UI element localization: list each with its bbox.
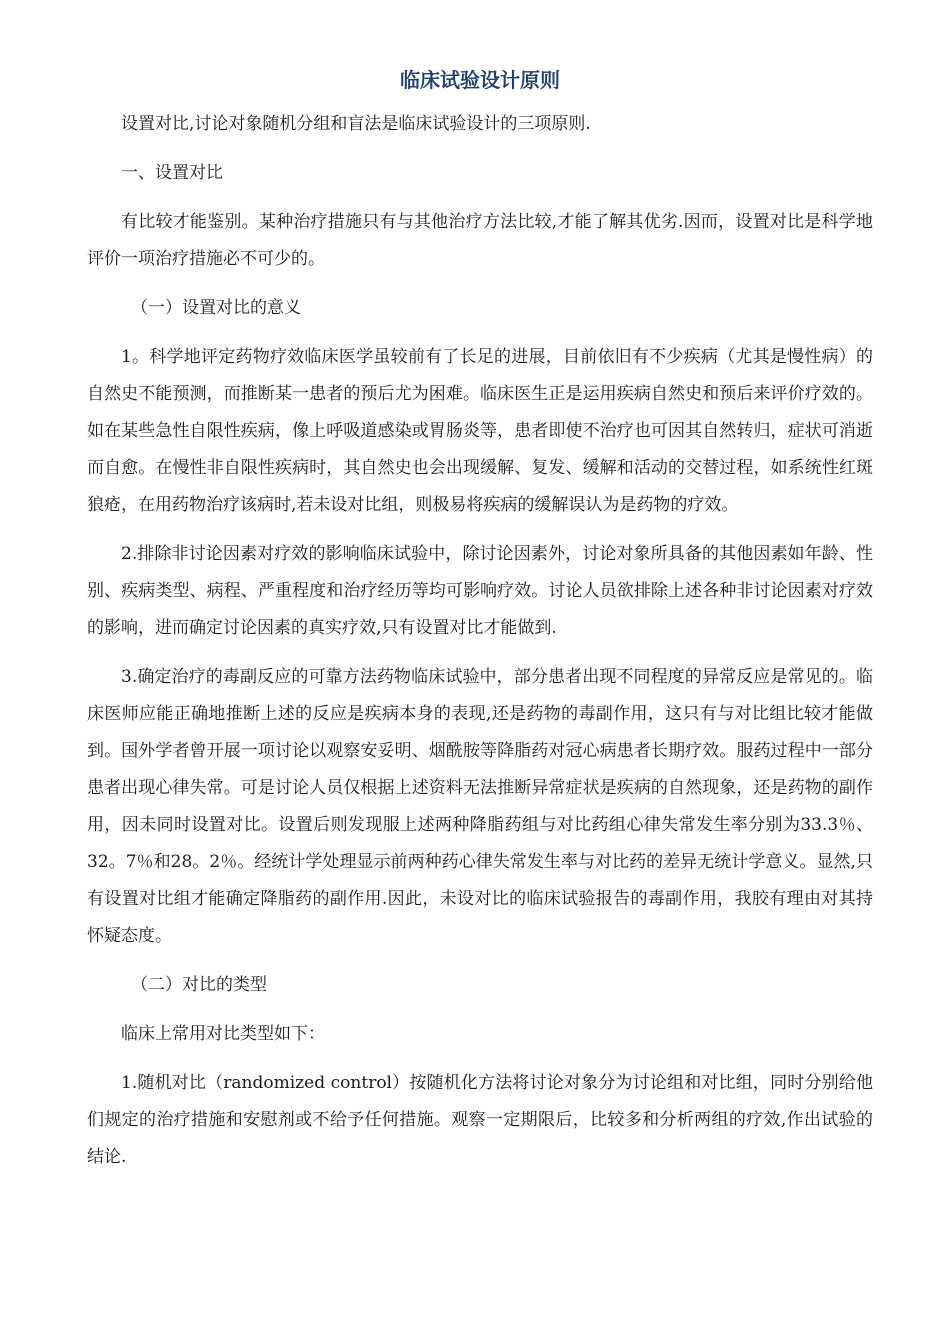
paragraph-types-intro: 临床上常用对比类型如下： (121, 1024, 325, 1044)
paragraph-exclude-factors: 2.排除非讨论因素对疗效的影响临床试验中，除讨论因素外，讨论对象所具备的其他因素如年龄、性别、疾病类型、病程、严重程度和治疗经历等均可影响疗效。讨论人员欲排除上述各种非讨论因素对疗效的影响，进而确定讨论因素的真实疗效,只有设置对比才能做到. (87, 544, 873, 638)
document-body (87, 62, 873, 1188)
document-title: 临床试验设计原则 (400, 68, 560, 92)
subsection-heading-types: （二）对比的类型 (131, 975, 267, 995)
section-heading-control: 一、设置对比 (121, 163, 223, 183)
intro-paragraph: 设置对比,讨论对象随机分组和盲法是临床试验设计的三项原则. (121, 114, 591, 134)
paragraph-efficacy-evaluation: 1。科学地评定药物疗效临床医学虽较前有了长足的进展，目前依旧有不少疾病（尤其是慢性病）的自然史不能预测，而推断某一患者的预后尤为困难。临床医生正是运用疾病自然史和预后来评价疗效的。如在某些急性自限性疾病，像上呼吸道感染或胃肠炎等，患者即使不治疗也可因其自然转归，症状可消逝而自愈。在慢性非自限性疾病时，其自然史也会出现缓解、复发、缓解和活动的交替过程，如系统性红斑狼疮，在用药物治疗该病时,若未设对比组，则极易将疾病的缓解误认为是药物的疗效。 (87, 347, 873, 515)
section-intro-paragraph: 有比较才能鉴别。某种治疗措施只有与其他治疗方法比较,才能了解其优劣.因而，设置对比是科学地评价一项治疗措施必不可少的。 (87, 212, 873, 269)
paragraph-randomized-control: 1.随机对比（randomized control）按随机化方法将讨论对象分为讨论组和对比组，同时分别给他们规定的治疗措施和安慰剂或不给予任何措施。观察一定期限后，比较多和分析两组的疗效,作出试验的结论. (87, 1073, 873, 1167)
paragraph-side-effects: 3.确定治疗的毒副反应的可靠方法药物临床试验中，部分患者出现不同程度的异常反应是常见的。临床医师应能正确地推断上述的反应是疾病本身的表现,还是药物的毒副作用，这只有与对比组比较才能做到。国外学者曾开展一项讨论以观察安妥明、烟酰胺等降脂药对冠心病患者长期疗效。服药过程中一部分患者出现心律失常。可是讨论人员仅根据上述资料无法推断异常症状是疾病的自然现象，还是药物的副作用，因未同时设置对比。设置后则发现服上述两种降脂药组与对比药组心律失常发生率分别为33.3％、32。7％和28。2％。经统计学处理显示前两种药心律失常发生率与对比药的差异无统计学意义。显然,只有设置对比组才能确定降脂药的副作用.因此，未设对比的临床试验报告的毒副作用，我胶有理由对其持怀疑态度。 (87, 667, 873, 946)
subsection-heading-significance: （一）设置对比的意义 (131, 298, 301, 318)
